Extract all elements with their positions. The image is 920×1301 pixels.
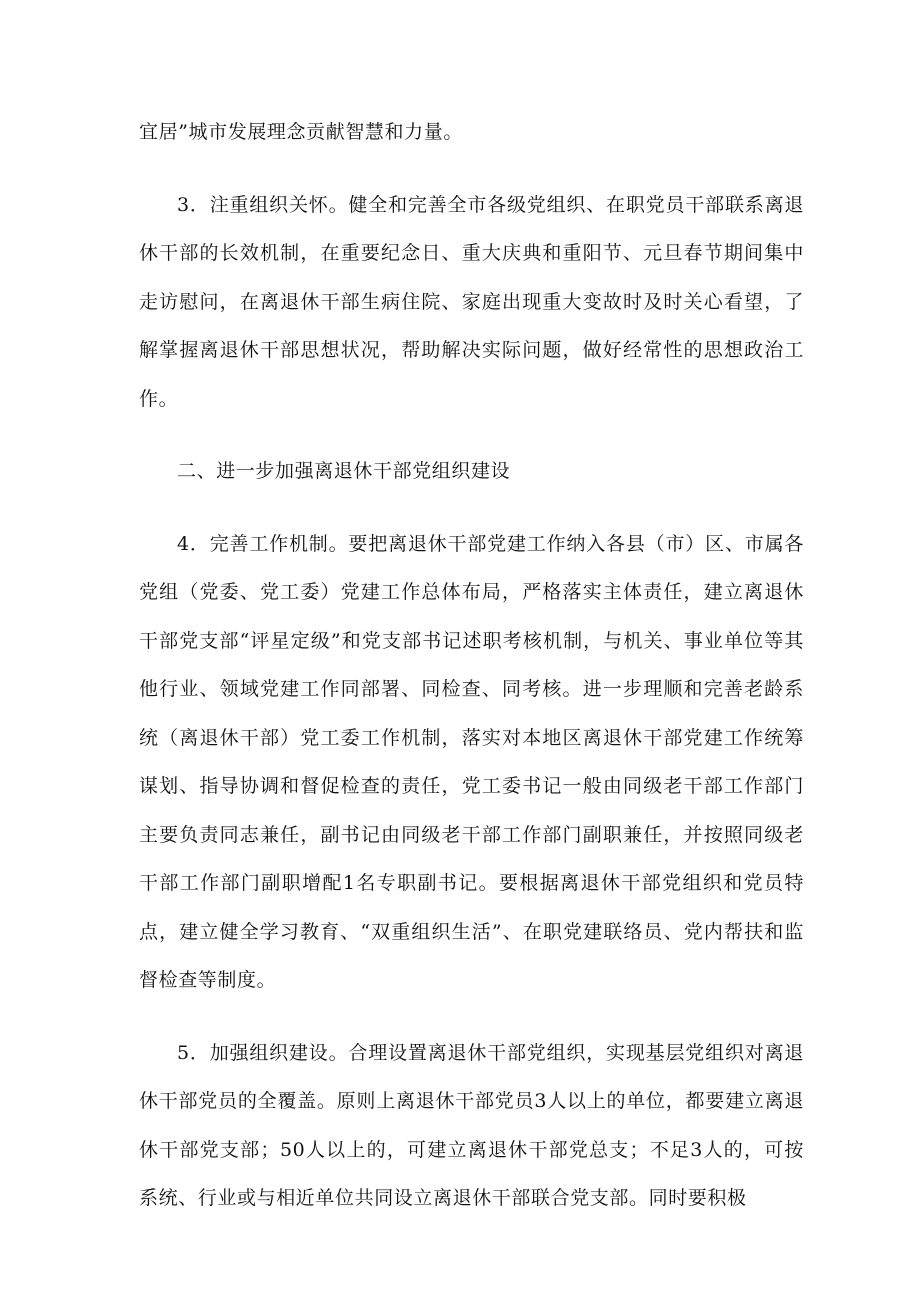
section-heading-2: 二、进一步加强离退休干部党组织建设	[177, 460, 511, 482]
paragraph-item-5: 5．加强组织建设。合理设置离退休干部党组织，实现基层党组织对离退休干部党员的全覆盖。原则上离退休干部党员3人以上的单位，都要建立离退休干部党支部；50人以上的，可建立离退休干部党总支；不足3人的，可按系统、行业或与相近单位共同设立离退休干部联合党支部。同时要积极	[139, 1041, 804, 1209]
paragraph-item-4: 4．完善工作机制。要把离退休干部党建工作纳入各县（市）区、市属各党组（党委、党工委）党建工作总体布局，严格落实主体责任，建立离退休干部党支部“评星定级”和党支部书记述职考核机制，与机关、事业单位等其他行业、领域党建工作同部署、同检查、同考核。进一步理顺和完善老龄系统（离退休干部）党工委工作机制，落实对本地区离退休干部党建工作统筹谋划、指导协调和督促检查的责任，党工委书记一般由同级老干部工作部门主要负责同志兼任，副书记由同级老干部工作部门副职兼任，并按照同级老干部工作部门副职增配1名专职副书记。要根据离退休干部党组织和党员特点，建立健全学习教育、“双重组织生活”、在职党建联络员、党内帮扶和监督检查等制度。	[139, 532, 804, 991]
paragraph-continuation: 宜居”城市发展理念贡献智慧和力量。	[139, 121, 463, 143]
paragraph-item-3: 3．注重组织关怀。健全和完善全市各级党组织、在职党员干部联系离退休干部的长效机制，在重要纪念日、重大庆典和重阳节、元旦春节期间集中走访慰问，在离退休干部生病住院、家庭出现重大变故时及时关心看望，了解掌握离退休干部思想状况，帮助解决实际问题，做好经常性的思想政治工作。	[139, 193, 804, 410]
